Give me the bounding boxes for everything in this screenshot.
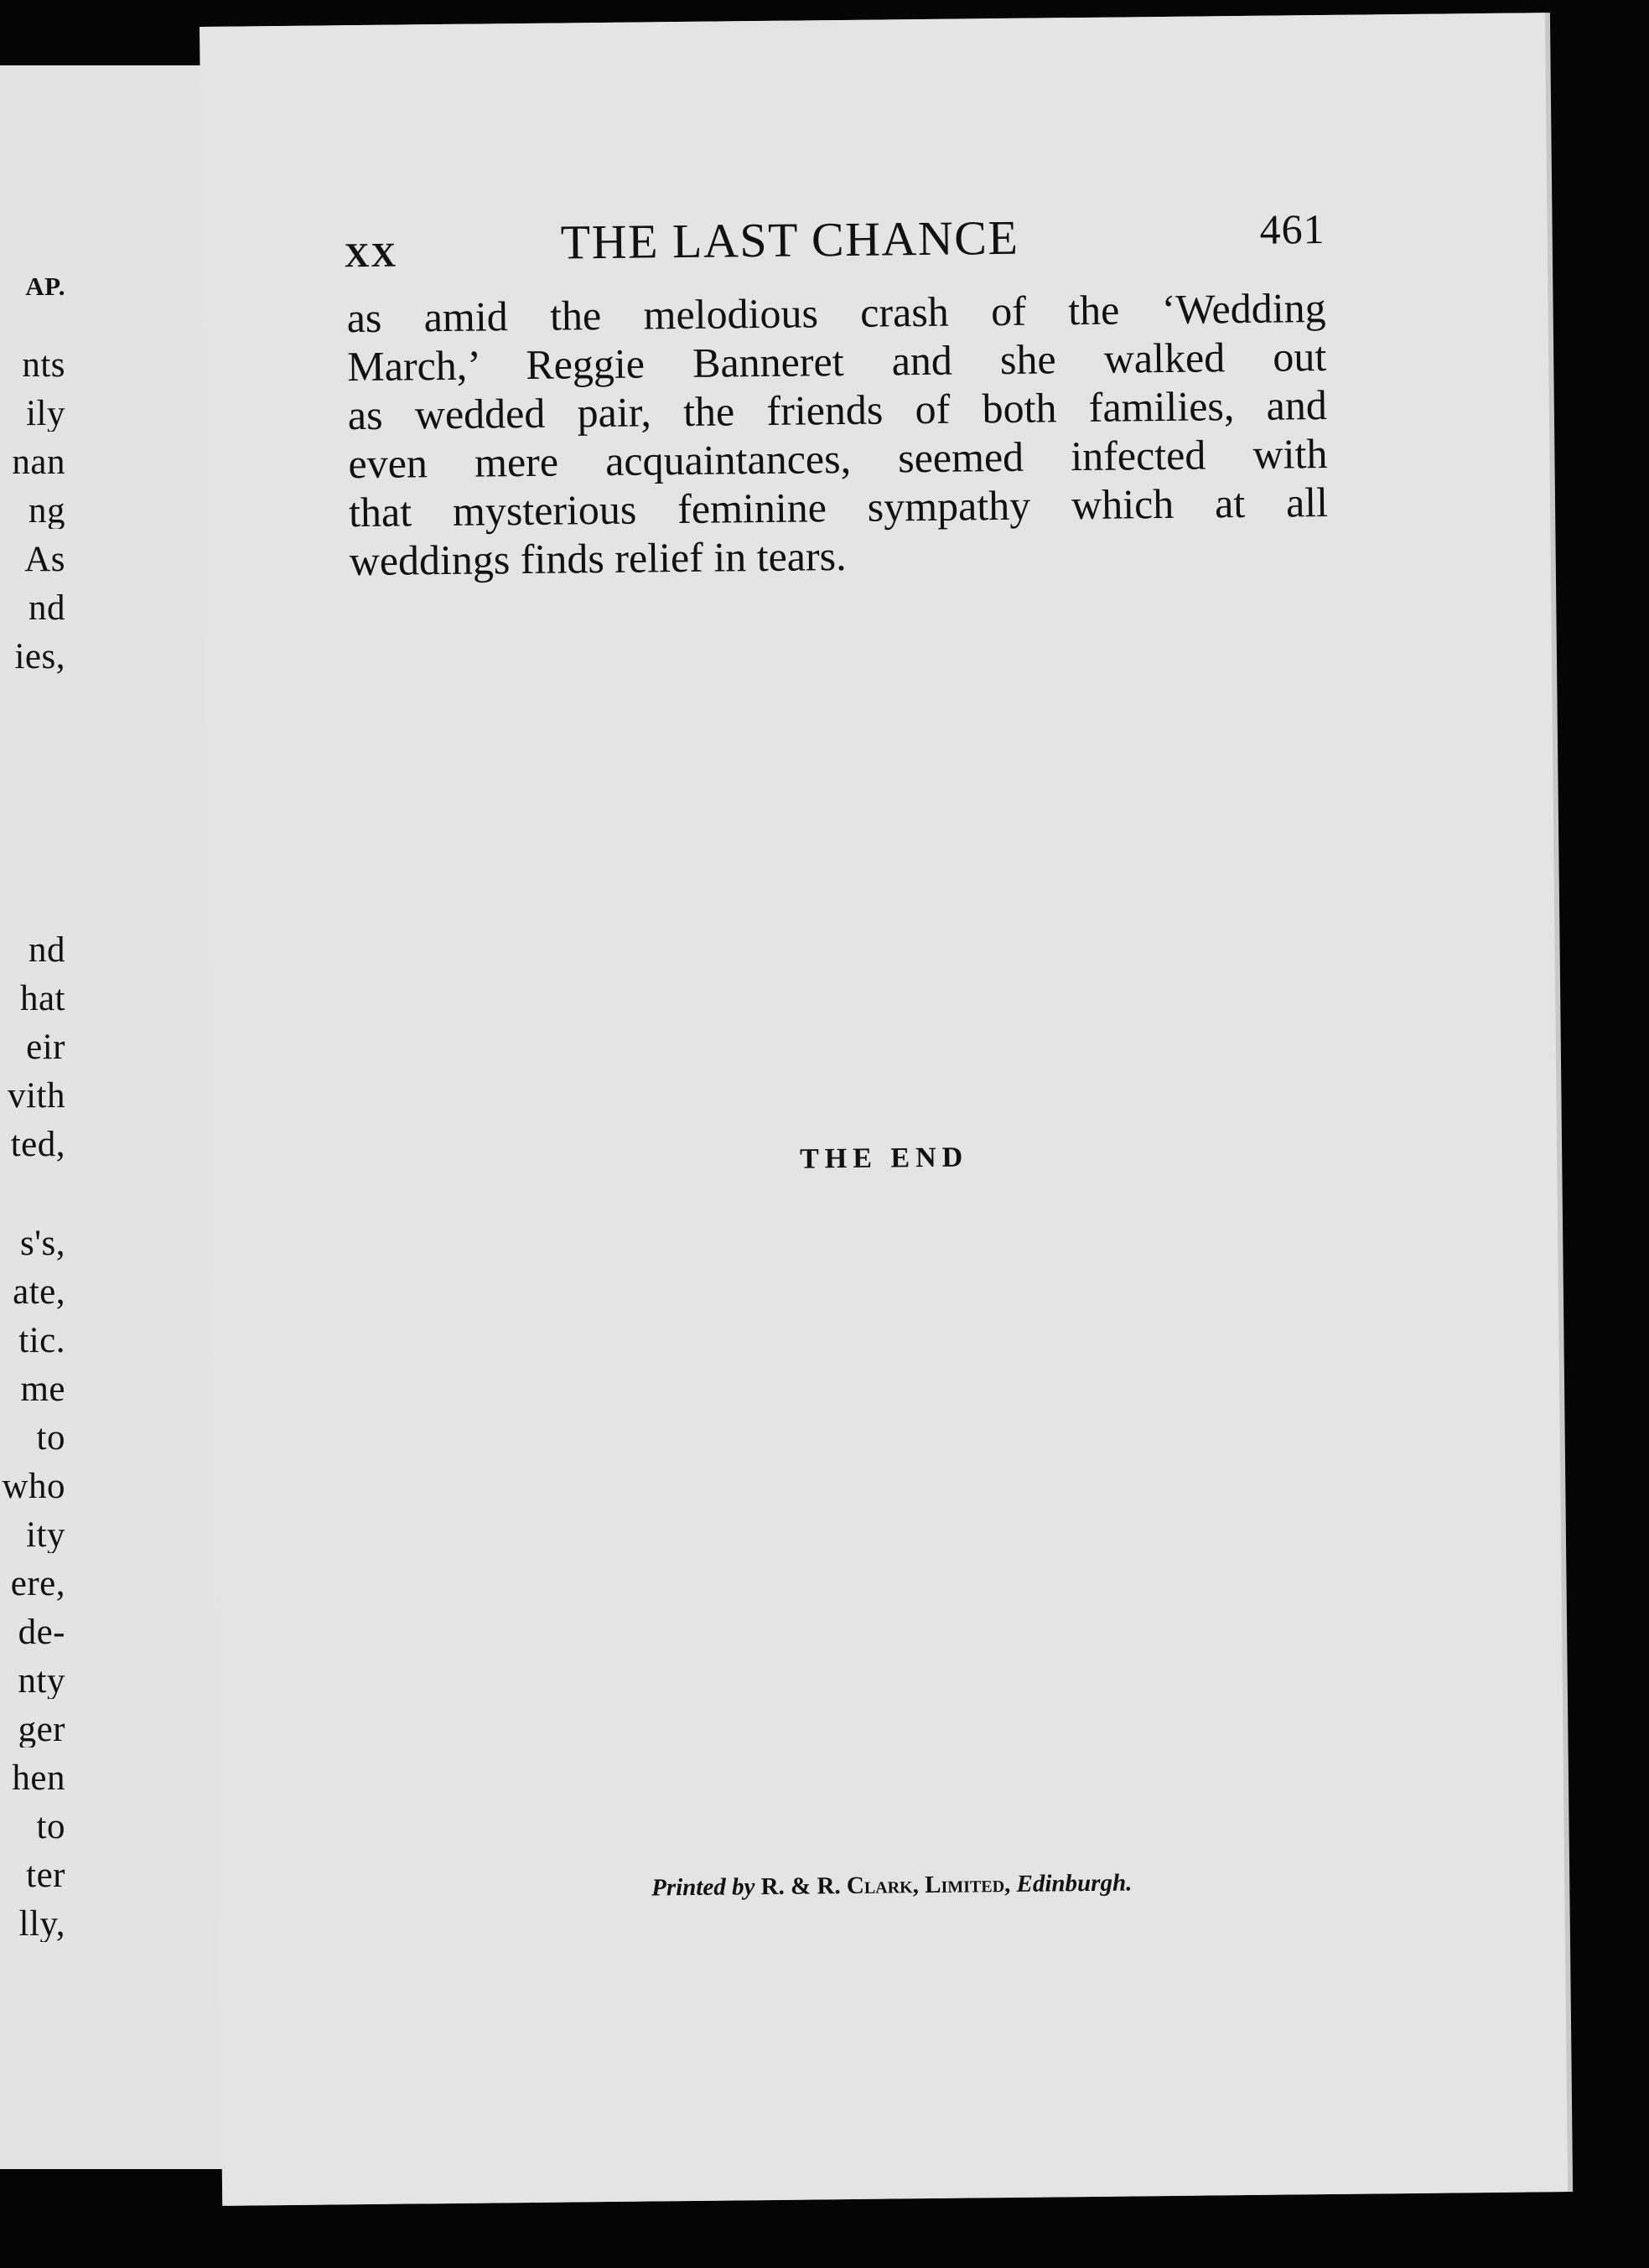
body-line: even mere acquaintances, seemed infected with	[348, 429, 1328, 488]
left-page-line: ily	[26, 396, 65, 432]
left-page-line: hen	[12, 1760, 65, 1796]
body-line: as wedded pair, the friends of both families, and	[347, 381, 1328, 439]
left-page-line: ere,	[10, 1566, 65, 1602]
left-page-line: to	[36, 1420, 65, 1456]
left-page-line: who	[2, 1468, 65, 1504]
left-page-line: to	[36, 1809, 65, 1845]
printed-by-label: Printed by	[651, 1873, 755, 1902]
left-page-line: s's,	[20, 1225, 65, 1261]
left-page-line: hat	[19, 981, 65, 1017]
left-page-line: nty	[18, 1663, 65, 1699]
running-title: THE LAST CHANCE	[560, 210, 1019, 270]
left-page-line: vith	[8, 1078, 65, 1114]
left-page-line: eir	[26, 1029, 65, 1065]
left-page-line: nan	[12, 444, 65, 480]
left-page-line: ity	[26, 1517, 65, 1553]
printer-place: Edinburgh.	[1016, 1869, 1133, 1898]
right-page	[200, 13, 1568, 2206]
left-page-line: ng	[29, 493, 65, 529]
printer-name: R. & R. Clark, Limited,	[760, 1870, 1011, 1901]
body-paragraph	[346, 283, 1329, 585]
left-page-line: ter	[26, 1857, 65, 1893]
left-page-line: ies,	[14, 639, 65, 675]
chapter-number: XX	[344, 235, 398, 275]
left-page-line: ger	[18, 1711, 65, 1748]
page-number: 461	[1259, 205, 1325, 253]
left-page-line: AP.	[25, 273, 65, 299]
left-page-line: As	[24, 541, 65, 577]
left-page-line: nd	[29, 590, 65, 626]
left-page-line: lly,	[18, 1906, 65, 1942]
the-end-heading: THE END	[799, 1142, 969, 1175]
left-page-line: me	[20, 1371, 65, 1407]
left-page-line: nd	[29, 932, 65, 968]
body-line: March,’ Reggie Banneret and she walked out	[346, 332, 1327, 391]
left-page	[0, 65, 231, 2169]
left-page-line: de-	[18, 1614, 65, 1650]
left-page-line: nts	[22, 347, 65, 383]
body-line: weddings finds relief in tears.	[349, 531, 847, 585]
printer-imprint	[219, 1865, 1564, 1907]
left-page-line: ted,	[10, 1126, 65, 1162]
left-page-line: ate,	[13, 1274, 65, 1310]
running-header	[344, 206, 1325, 275]
body-line: that mysterious feminine sympathy which at all	[348, 478, 1329, 536]
left-page-line: tic.	[18, 1323, 65, 1359]
body-line: as amid the melodious crash of the ‘Wedding	[346, 283, 1326, 342]
